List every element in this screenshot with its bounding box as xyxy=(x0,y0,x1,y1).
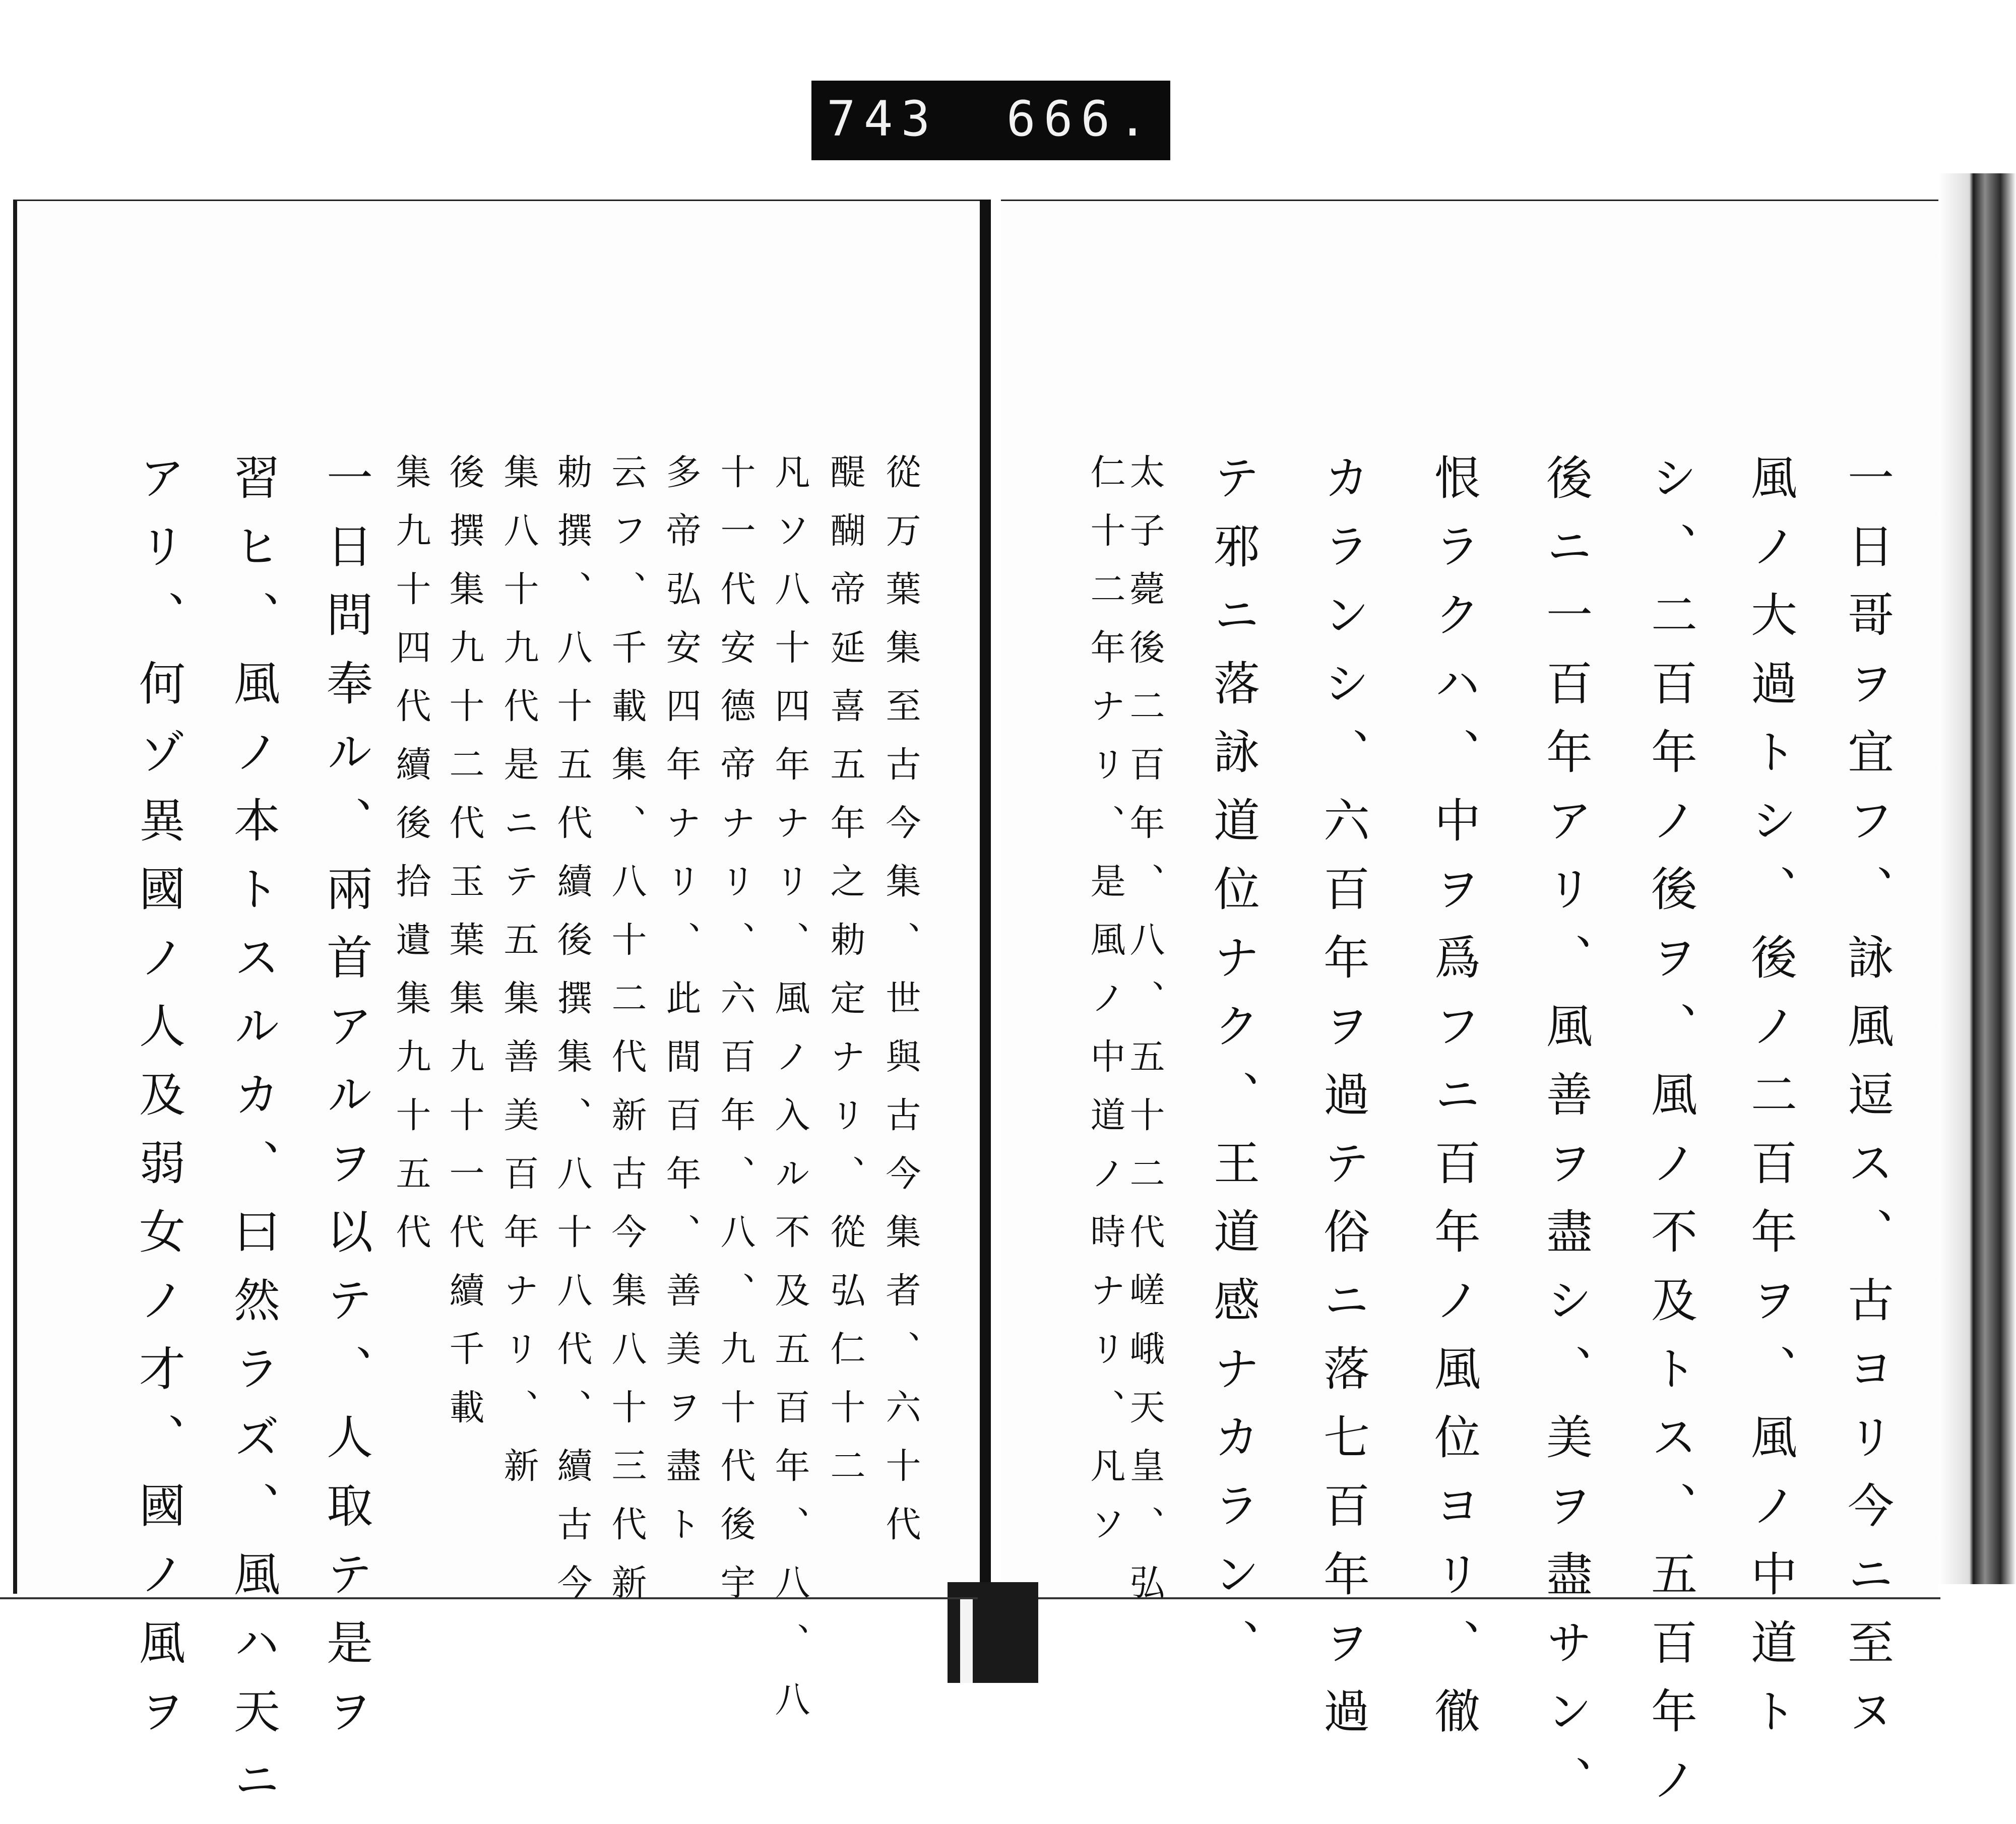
left-page-column-9: 後撰集九十二代玉葉集九十一代續千載 xyxy=(444,453,485,1447)
right-page-bottom-edge xyxy=(1038,1597,1940,1599)
right-page-column-9: 仁十二年ナリ、是風ノ中道ノ時ナリ、凡ソ xyxy=(1085,453,1126,1564)
book-spine xyxy=(980,200,991,1585)
spine-base-gap xyxy=(960,1597,973,1683)
right-page-column-1: 一日哥ヲ宜フ、詠風逗ス、古ヨリ今ニ至ヌ xyxy=(1840,453,1894,1755)
left-page-column-3: 凡ソ八十四年ナリ、風ノ入ル不及五百年、八、八 xyxy=(769,453,810,1739)
left-page-column-12: 習ヒ、風ノ本トスルカ、曰然ラズ、風ハ天ニ xyxy=(226,453,280,1824)
right-page-column-3: シ、二百年ノ後ヲ、風ノ不及トス、五百年ノ xyxy=(1644,453,1697,1824)
left-page-column-11: 一日問奉ル、兩首アルヲ以テ、人取テ是ヲ xyxy=(319,453,373,1755)
right-page-column-8: 太子薨後二百年、八、五十二代嵯峨天皇、弘 xyxy=(1124,453,1165,1622)
left-page-column-2: 醍醐帝延喜五年之勅定ナリ、從弘仁十二 xyxy=(825,453,866,1506)
left-page-column-5: 多帝弘安四年ナリ、此間百年、善美ヲ盡ト xyxy=(660,453,702,1564)
left-page-column-6: 云フ、千載集、八十二代新古今集八十三代新 xyxy=(606,453,647,1622)
right-page-column-7: テ邪ニ落詠道位ナク、王道感ナカラン、 xyxy=(1206,453,1260,1687)
right-page-column-4: 後ニ一百年アリ、風善ヲ盡シ、美ヲ盡サン、 xyxy=(1539,453,1593,1824)
book-edge xyxy=(1938,173,2016,1584)
archive-label xyxy=(811,81,1170,160)
left-page-column-8: 集八十九代是ニテ五集善美百年ナリ、新 xyxy=(498,453,539,1506)
right-page-column-2: 風ノ大過トシ、後ノ二百年ヲ、風ノ中道ト xyxy=(1743,453,1797,1755)
left-page-column-4: 十一代安德帝ナリ、六百年、八、九十代後宇 xyxy=(715,453,756,1622)
label-number-left: 743 xyxy=(827,91,938,147)
left-page-column-1: 從万葉集至古今集、世與古今集者、六十代 xyxy=(880,453,921,1564)
right-page-column-5: 恨ラクハ、中ヲ爲フニ百年ノ風位ヨリ、徹 xyxy=(1427,453,1481,1755)
left-page-column-10: 集九十四代續後拾遺集九十五代 xyxy=(390,453,431,1272)
right-page-column-6: カランシ、六百年ヲ過テ俗ニ落七百年ヲ過 xyxy=(1316,453,1370,1755)
label-number-right: 666. xyxy=(1006,91,1155,147)
left-page-column-13: アリ、何ゾ異國ノ人及弱女ノ才、國ノ風ヲ xyxy=(132,453,185,1755)
left-page-column-7: 勅撰、八十五代續後撰集、八十八代、續古今 xyxy=(551,453,593,1622)
